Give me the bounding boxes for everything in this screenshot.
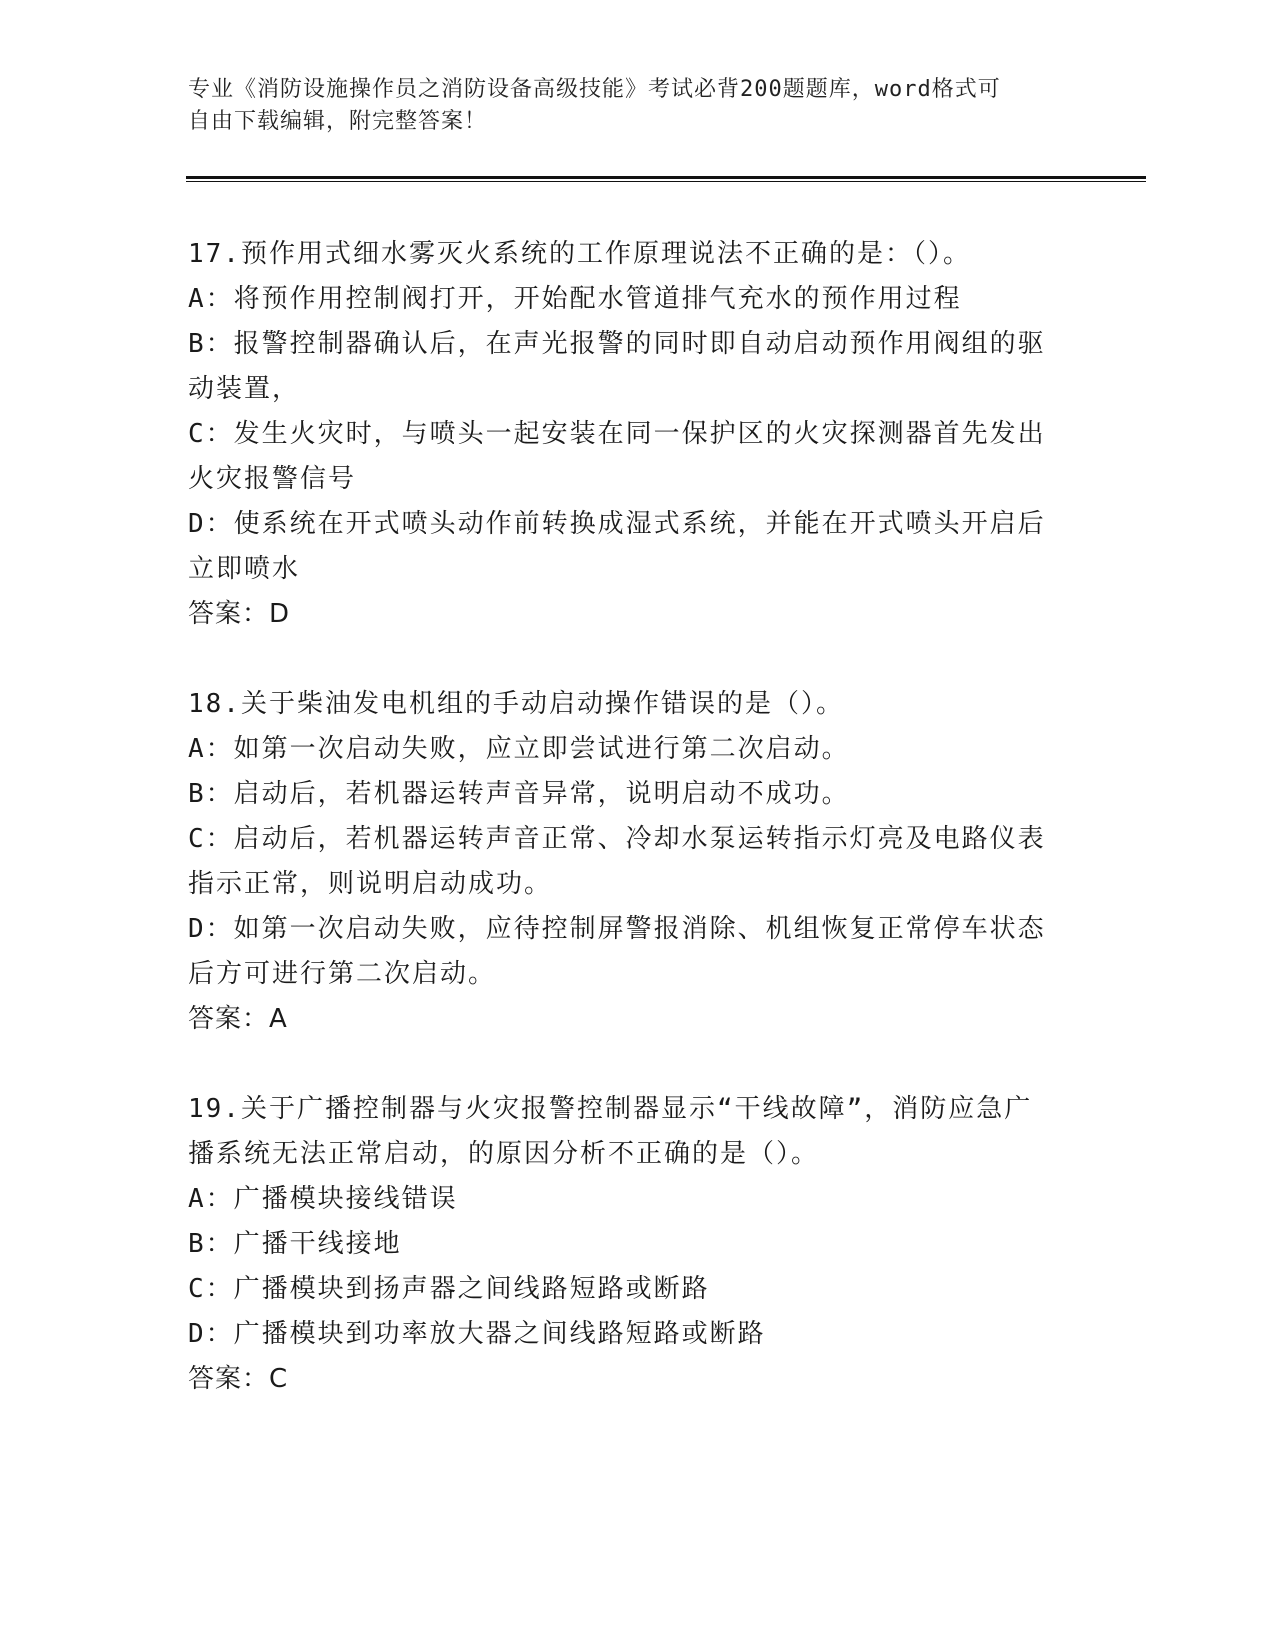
option-text: C：启动后，若机器运转声音正常、冷却水泵运转指示灯亮及电路仪表 <box>188 824 1046 854</box>
option-text: D：如第一次启动失败，应待控制屏警报消除、机组恢复正常停车状态 <box>188 914 1046 944</box>
option-d <box>188 502 1078 592</box>
option-text: B：启动后，若机器运转声音异常，说明启动不成功。 <box>188 779 850 809</box>
question-stem-continued: 播系统无法正常启动，的原因分析不正确的是（）。 <box>188 1139 820 1169</box>
option-text-continued: 立即喷水 <box>188 554 301 584</box>
answer-label: 答案：D <box>188 599 291 629</box>
option-text: C：发生火灾时，与喷头一起安装在同一保护区的火灾探测器首先发出 <box>188 419 1046 449</box>
question-17 <box>188 232 1078 637</box>
option-d <box>188 1312 1078 1357</box>
option-text: D：使系统在开式喷头动作前转换成湿式系统，并能在开式喷头开启后 <box>188 509 1046 539</box>
option-text: B：广播干线接地 <box>188 1229 402 1259</box>
question-18 <box>188 682 1078 1042</box>
option-text-continued: 后方可进行第二次启动。 <box>188 959 497 989</box>
option-d <box>188 907 1078 997</box>
option-a <box>188 1177 1078 1222</box>
option-text: A：广播模块接线错误 <box>188 1184 458 1214</box>
option-c <box>188 817 1078 907</box>
question-stem: 19.关于广播控制器与火灾报警控制器显示“干线故障”，消防应急广 <box>188 1094 1033 1124</box>
header-divider-thin <box>186 181 1146 182</box>
answer-label: 答案：C <box>188 1364 289 1394</box>
document-header <box>188 74 1068 138</box>
option-b <box>188 322 1078 412</box>
question-stem: 17.预作用式细水雾灭火系统的工作原理说法不正确的是：（）。 <box>188 239 971 269</box>
option-c <box>188 1267 1078 1312</box>
option-text: A：将预作用控制阀打开，开始配水管道排气充水的预作用过程 <box>188 284 962 314</box>
header-line-2: 自由下载编辑，附完整答案！ <box>188 109 488 134</box>
option-b <box>188 772 1078 817</box>
option-a <box>188 277 1078 322</box>
question-19 <box>188 1087 1078 1402</box>
option-text: B：报警控制器确认后，在声光报警的同时即自动启动预作用阀组的驱 <box>188 329 1046 359</box>
option-text-continued: 动装置， <box>188 374 301 404</box>
option-a <box>188 727 1078 772</box>
option-c <box>188 412 1078 502</box>
option-text: A：如第一次启动失败，应立即尝试进行第二次启动。 <box>188 734 850 764</box>
option-text: C：广播模块到扬声器之间线路短路或断路 <box>188 1274 710 1304</box>
header-divider-thick <box>186 176 1146 179</box>
header-line-1: 专业《消防设施操作员之消防设备高级技能》考试必背200题题库，word格式可 <box>188 77 1001 102</box>
option-text-continued: 指示正常，则说明启动成功。 <box>188 869 553 899</box>
question-stem: 18.关于柴油发电机组的手动启动操作错误的是（）。 <box>188 689 844 719</box>
option-b <box>188 1222 1078 1267</box>
question-list <box>188 232 1078 1447</box>
option-text: D：广播模块到功率放大器之间线路短路或断路 <box>188 1319 766 1349</box>
answer-label: 答案：A <box>188 1004 288 1034</box>
option-text-continued: 火灾报警信号 <box>188 464 357 494</box>
